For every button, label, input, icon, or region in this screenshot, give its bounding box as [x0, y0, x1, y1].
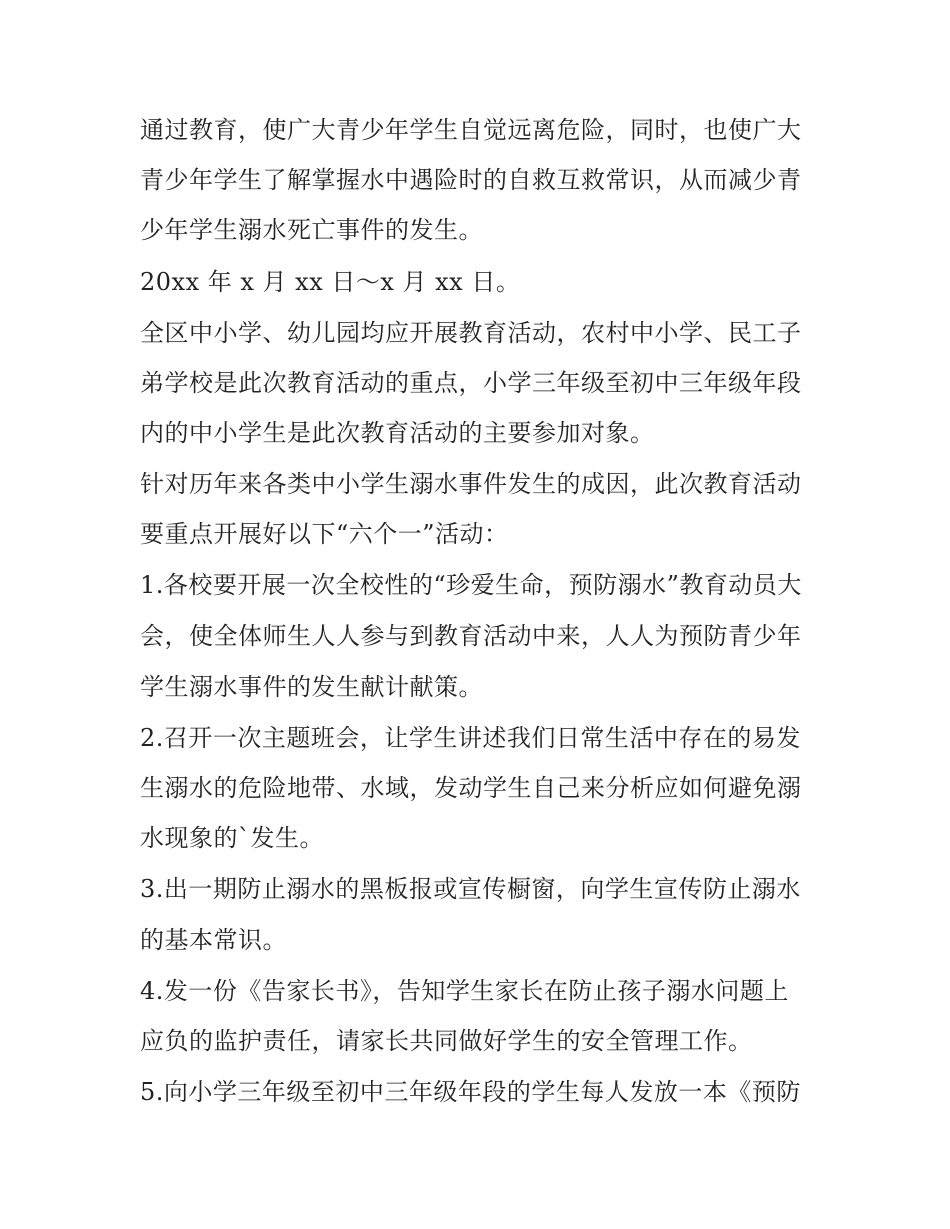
text-line: 青少年学生了解掌握水中遇险时的自救互救常识，从而减少青: [140, 166, 802, 194]
text-line: 少年学生溺水死亡事件的发生。: [140, 216, 483, 244]
text-line: 2.召开一次主题班会，让学生讲述我们日常生活中存在的易发: [140, 724, 801, 752]
text-line: 学生溺水事件的发生献计献策。: [140, 673, 483, 701]
text-line: 会，使全体师生人人参与到教育活动中来，人人为预防青少年: [140, 622, 802, 650]
text-line: 4.发一份《告家长书》，告知学生家长在防止孩子溺水问题上: [140, 977, 789, 1005]
text-line: 5.向小学三年级至初中三年级年段的学生每人发放一本《预防: [140, 1078, 801, 1106]
text-line: 水现象的`发生。: [140, 824, 324, 852]
text-line: 针对历年来各类中小学生溺水事件发生的成因，此次教育活动: [140, 470, 802, 498]
text-line: 要重点开展好以下“六个一”活动：: [140, 520, 509, 548]
text-line: 全区中小学、幼儿园均应开展教育活动，农村中小学、民工子: [140, 319, 802, 347]
text-line: 20xx 年 x 月 xx 日～x 月 xx 日。: [140, 268, 521, 296]
text-line: 的基本常识。: [140, 926, 287, 954]
text-line: 弟学校是此次教育活动的重点，小学三年级至初中三年级年段: [140, 369, 802, 397]
text-line: 1.各校要开展一次全校性的“珍爱生命，预防溺水”教育动员大: [140, 571, 802, 599]
text-line: 生溺水的危险地带、水域，发动学生自己来分析应如何避免溺: [140, 774, 802, 802]
text-line: 内的中小学生是此次教育活动的主要参加对象。: [140, 419, 655, 447]
text-line: 3.出一期防止溺水的黑板报或宣传橱窗，向学生宣传防止溺水: [140, 875, 801, 903]
text-line: 应负的监护责任，请家长共同做好学生的安全管理工作。: [140, 1027, 753, 1055]
text-line: 通过教育，使广大青少年学生自觉远离危险，同时，也使广大: [140, 116, 802, 144]
